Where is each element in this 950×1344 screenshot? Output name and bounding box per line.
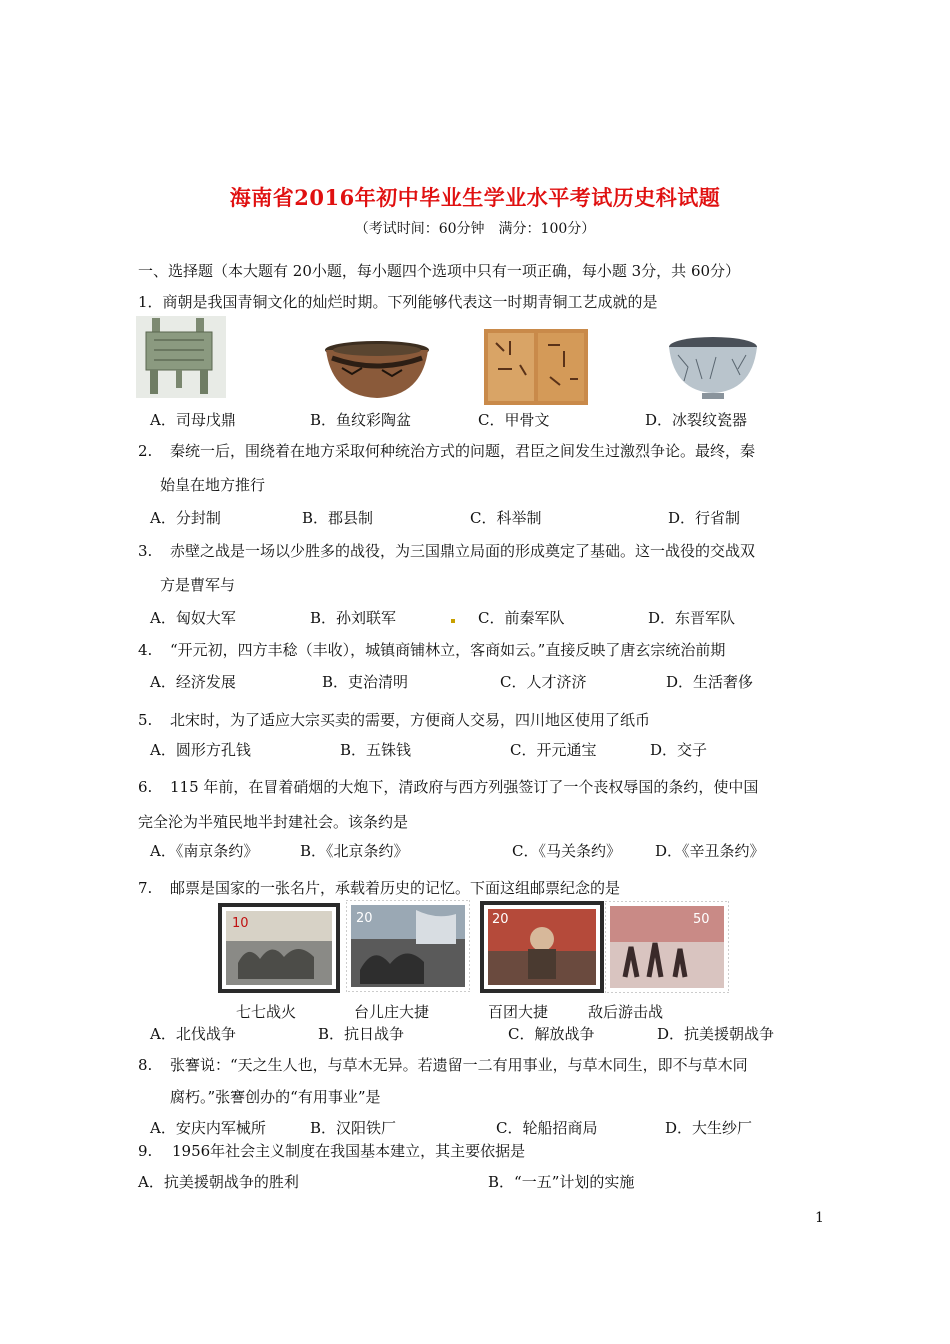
- stamp-baituan-image: [480, 901, 604, 993]
- q7-number: 7.: [138, 879, 153, 897]
- q8-number: 8.: [138, 1056, 153, 1074]
- q6-option-d[interactable]: D．《辛丑条约》: [655, 842, 765, 860]
- painted-pottery-basin-image: [322, 338, 432, 402]
- exam-info: （考试时间：60分钟 满分：100分）: [354, 221, 596, 237]
- q9-option-b[interactable]: B．“一五”计划的实施: [488, 1173, 635, 1191]
- q2-number: 2.: [138, 442, 153, 460]
- q4-option-c[interactable]: C．人才济济: [500, 673, 587, 691]
- q7-option-b[interactable]: B．抗日战争: [318, 1025, 405, 1043]
- q7-option-d[interactable]: D．抗美援朝战争: [657, 1025, 775, 1043]
- q1-option-a[interactable]: A．司母戊鼎: [150, 411, 236, 429]
- stamp-caption-2: 台儿庄大捷: [354, 1003, 430, 1021]
- stamp-caption-1: 七七战火: [236, 1003, 297, 1021]
- q1-option-c[interactable]: C．甲骨文: [478, 411, 550, 429]
- q6-option-a[interactable]: A．《南京条约》: [150, 842, 259, 860]
- stamp-value-2: 20: [356, 911, 373, 926]
- q6-option-b[interactable]: B．《北京条约》: [300, 842, 409, 860]
- q8-option-d[interactable]: D．大生纱厂: [665, 1119, 753, 1137]
- q4-number: 4.: [138, 641, 153, 659]
- q6-option-c[interactable]: C．《马关条约》: [512, 842, 621, 860]
- q5-option-d[interactable]: D．交子: [650, 741, 708, 759]
- q3-stem-line2: 方是曹军与: [160, 576, 236, 594]
- q4-option-b[interactable]: B．吏治清明: [322, 673, 409, 691]
- q9-stem-line1: 1956年社会主义制度在我国基本建立，其主要依据是: [172, 1142, 526, 1160]
- q3-option-b[interactable]: B．孙刘联军: [310, 609, 397, 627]
- q6-stem-line1: 115 年前，在冒着硝烟的大炮下，清政府与西方列强签订了一个丧权辱国的条约，使中国: [170, 778, 759, 796]
- stamp-value-4: 50: [693, 912, 710, 927]
- q3-option-c[interactable]: C．前秦军队: [478, 609, 565, 627]
- stamp-qiqi-image: [218, 903, 340, 993]
- q1-option-b[interactable]: B．鱼纹彩陶盆: [310, 411, 412, 429]
- q2-option-c[interactable]: C．科举制: [470, 509, 542, 527]
- q5-option-b[interactable]: B．五铢钱: [340, 741, 412, 759]
- q3-number: 3.: [138, 542, 153, 560]
- q9-option-a[interactable]: A．抗美援朝战争的胜利: [138, 1173, 299, 1191]
- q3-option-a[interactable]: A．匈奴大军: [150, 609, 236, 627]
- q8-stem-line2: 腐朽。”张謇创办的“有用事业”是: [170, 1088, 381, 1106]
- q2-stem-line1: 秦统一后，围绕着在地方采取何种统治方式的问题，君臣之间发生过激烈争论。最终，秦: [170, 442, 756, 460]
- stamp-value-1: 10: [232, 916, 249, 931]
- stamp-caption-3: 百团大捷: [488, 1003, 549, 1021]
- q1-stem: 1．商朝是我国青铜文化的灿烂时期。下列能够代表这一时期青铜工艺成就的是: [138, 293, 658, 311]
- q5-number: 5.: [138, 711, 153, 729]
- stamp-taierzhuang-image: [346, 900, 470, 992]
- q3-stem-line1: 赤壁之战是一场以少胜多的战役，为三国鼎立局面的形成奠定了基础。这一战役的交战双: [170, 542, 756, 560]
- stamp-caption-4: 敌后游击战: [588, 1003, 664, 1021]
- section-heading: 一、选择题（本大题有 20小题，每小题四个选项中只有一项正确，每小题 3分，共 60分）: [138, 262, 741, 280]
- q6-number: 6.: [138, 778, 153, 796]
- q5-option-c[interactable]: C．开元通宝: [510, 741, 597, 759]
- q2-stem-line2: 始皇在地方推行: [160, 476, 266, 494]
- bronze-ding-image: [136, 316, 226, 398]
- q7-stem-line1: 邮票是国家的一张名片，承载着历史的记忆。下面这组邮票纪念的是: [170, 879, 621, 897]
- q4-option-a[interactable]: A．经济发展: [150, 673, 236, 691]
- q4-option-d[interactable]: D．生活奢侈: [666, 673, 754, 691]
- q8-option-a[interactable]: A．安庆内军械所: [150, 1119, 266, 1137]
- q8-option-b[interactable]: B．汉阳铁厂: [310, 1119, 397, 1137]
- crackle-porcelain-bowl-image: [666, 333, 760, 403]
- q2-option-a[interactable]: A．分封制: [150, 509, 221, 527]
- q2-option-d[interactable]: D．行省制: [668, 509, 741, 527]
- q7-option-a[interactable]: A．北伐战争: [150, 1025, 236, 1043]
- q8-option-c[interactable]: C．轮船招商局: [496, 1119, 598, 1137]
- q8-stem-line1: 张謇说：“天之生人也，与草木无异。若遗留一二有用事业，与草木同生，即不与草木同: [170, 1056, 748, 1074]
- q4-stem-line1: “开元初，四方丰稔（丰收），城镇商铺林立，客商如云。”直接反映了唐玄宗统治前期: [170, 641, 726, 659]
- q9-number: 9.: [138, 1142, 153, 1160]
- stray-dot: [451, 619, 455, 623]
- oracle-bone-image: [484, 329, 588, 405]
- stamp-dihou-image: [605, 901, 729, 993]
- stamp-value-3: 20: [492, 912, 509, 927]
- q7-option-c[interactable]: C．解放战争: [508, 1025, 595, 1043]
- page-title: 海南省2016年初中毕业生学业水平考试历史科试题: [229, 185, 721, 210]
- q5-option-a[interactable]: A．圆形方孔钱: [150, 741, 251, 759]
- q2-option-b[interactable]: B．郡县制: [302, 509, 374, 527]
- q3-option-d[interactable]: D．东晋军队: [648, 609, 736, 627]
- q5-stem-line1: 北宋时，为了适应大宗买卖的需要，方便商人交易，四川地区使用了纸币: [170, 711, 651, 729]
- q1-option-d[interactable]: D．冰裂纹瓷器: [645, 411, 748, 429]
- q6-stem-line2: 完全沦为半殖民地半封建社会。该条约是: [138, 813, 409, 831]
- page-number: 1: [815, 1210, 824, 1226]
